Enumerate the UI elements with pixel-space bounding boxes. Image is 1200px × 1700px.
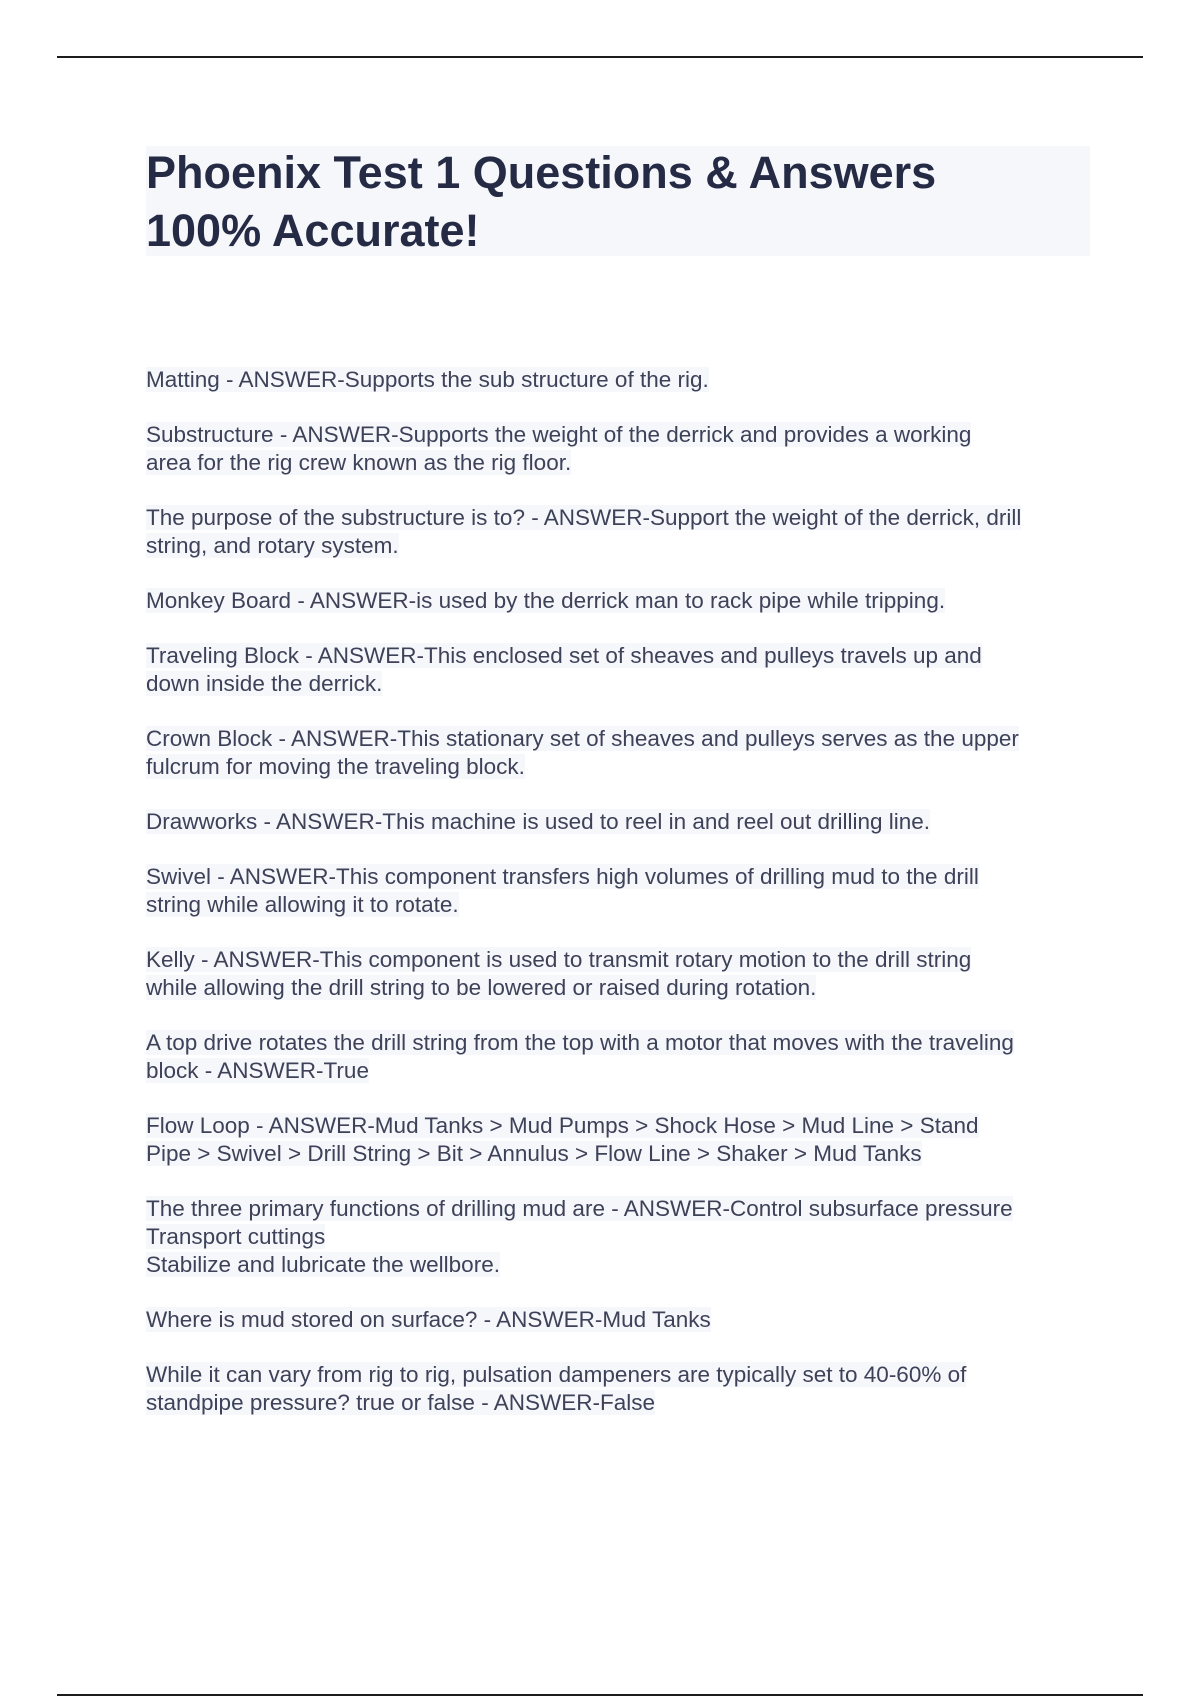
qa-line-text: block - ANSWER-True <box>146 1058 369 1083</box>
qa-line-text: Substructure - ANSWER-Supports the weight of the derrick and provides a working <box>146 422 972 447</box>
qa-line-text: Crown Block - ANSWER-This stationary set of sheaves and pulleys serves as the upper <box>146 726 1019 751</box>
qa-line-text: Stabilize and lubricate the wellbore. <box>146 1252 500 1277</box>
qa-line <box>146 366 1090 394</box>
qa-line-text: Swivel - ANSWER-This component transfers high volumes of drilling mud to the drill <box>146 864 979 889</box>
qa-item <box>146 642 1090 698</box>
qa-line <box>146 753 1090 781</box>
qa-line <box>146 587 1090 615</box>
qa-item <box>146 504 1090 560</box>
qa-item <box>146 1112 1090 1168</box>
qa-item <box>146 587 1090 615</box>
qa-line <box>146 1057 1090 1085</box>
qa-line-text: string while allowing it to rotate. <box>146 892 459 917</box>
qa-line <box>146 974 1090 1002</box>
qa-line <box>146 1029 1090 1057</box>
qa-line <box>146 504 1090 532</box>
qa-line <box>146 1251 1090 1279</box>
qa-line <box>146 1112 1090 1140</box>
qa-line-text: A top drive rotates the drill string from the top with a motor that moves with the traveling <box>146 1030 1014 1055</box>
qa-line <box>146 946 1090 974</box>
qa-line <box>146 1140 1090 1168</box>
qa-line-text: Monkey Board - ANSWER-is used by the derrick man to rack pipe while tripping. <box>146 588 946 613</box>
qa-item <box>146 366 1090 394</box>
bottom-rule <box>57 1694 1143 1696</box>
qa-item <box>146 946 1090 1002</box>
qa-line <box>146 642 1090 670</box>
qa-line <box>146 1223 1090 1251</box>
qa-item <box>146 863 1090 919</box>
qa-line-text: The purpose of the substructure is to? - ANSWER-Support the weight of the derrick, drill <box>146 505 1022 530</box>
qa-item <box>146 1306 1090 1334</box>
qa-line-text: down inside the derrick. <box>146 671 383 696</box>
qa-item <box>146 1195 1090 1279</box>
qa-line-text: while allowing the drill string to be lowered or raised during rotation. <box>146 975 817 1000</box>
qa-list <box>146 366 1090 1444</box>
qa-line <box>146 421 1090 449</box>
qa-line <box>146 670 1090 698</box>
qa-line <box>146 891 1090 919</box>
qa-line-text: Drawworks - ANSWER-This machine is used to reel in and reel out drilling line. <box>146 809 931 834</box>
qa-line-text: Traveling Block - ANSWER-This enclosed set of sheaves and pulleys travels up and <box>146 643 982 668</box>
qa-line-text: Kelly - ANSWER-This component is used to transmit rotary motion to the drill string <box>146 947 972 972</box>
title-line-2: 100% Accurate! <box>146 205 480 256</box>
qa-item <box>146 1361 1090 1417</box>
qa-line-text: standpipe pressure? true or false - ANSWER-False <box>146 1390 655 1415</box>
qa-line <box>146 1306 1090 1334</box>
qa-line-text: While it can vary from rig to rig, pulsation dampeners are typically set to 40-60% of <box>146 1362 967 1387</box>
qa-line-text: Matting - ANSWER-Supports the sub structure of the rig. <box>146 367 709 392</box>
qa-item <box>146 725 1090 781</box>
qa-line-text: The three primary functions of drilling mud are - ANSWER-Control subsurface pressure <box>146 1196 1013 1221</box>
qa-line-text: Flow Loop - ANSWER-Mud Tanks > Mud Pumps > Shock Hose > Mud Line > Stand <box>146 1113 979 1138</box>
qa-line-text: Pipe > Swivel > Drill String > Bit > Annulus > Flow Line > Shaker > Mud Tanks <box>146 1141 922 1166</box>
qa-line <box>146 1389 1090 1417</box>
qa-item <box>146 421 1090 477</box>
title-line-1: Phoenix Test 1 Questions & Answers <box>146 147 937 198</box>
qa-line <box>146 808 1090 836</box>
top-rule <box>57 56 1143 58</box>
qa-line-text: string, and rotary system. <box>146 533 399 558</box>
qa-item <box>146 1029 1090 1085</box>
qa-line-text: Transport cuttings <box>146 1224 326 1249</box>
qa-line <box>146 1195 1090 1223</box>
qa-line <box>146 532 1090 560</box>
qa-line-text: fulcrum for moving the traveling block. <box>146 754 525 779</box>
qa-line <box>146 449 1090 477</box>
qa-line-text: area for the rig crew known as the rig floor. <box>146 450 572 475</box>
qa-line <box>146 863 1090 891</box>
qa-line-text: Where is mud stored on surface? - ANSWER-Mud Tanks <box>146 1307 711 1332</box>
qa-line <box>146 1361 1090 1389</box>
document-title <box>146 144 1090 260</box>
qa-line <box>146 725 1090 753</box>
qa-item <box>146 808 1090 836</box>
